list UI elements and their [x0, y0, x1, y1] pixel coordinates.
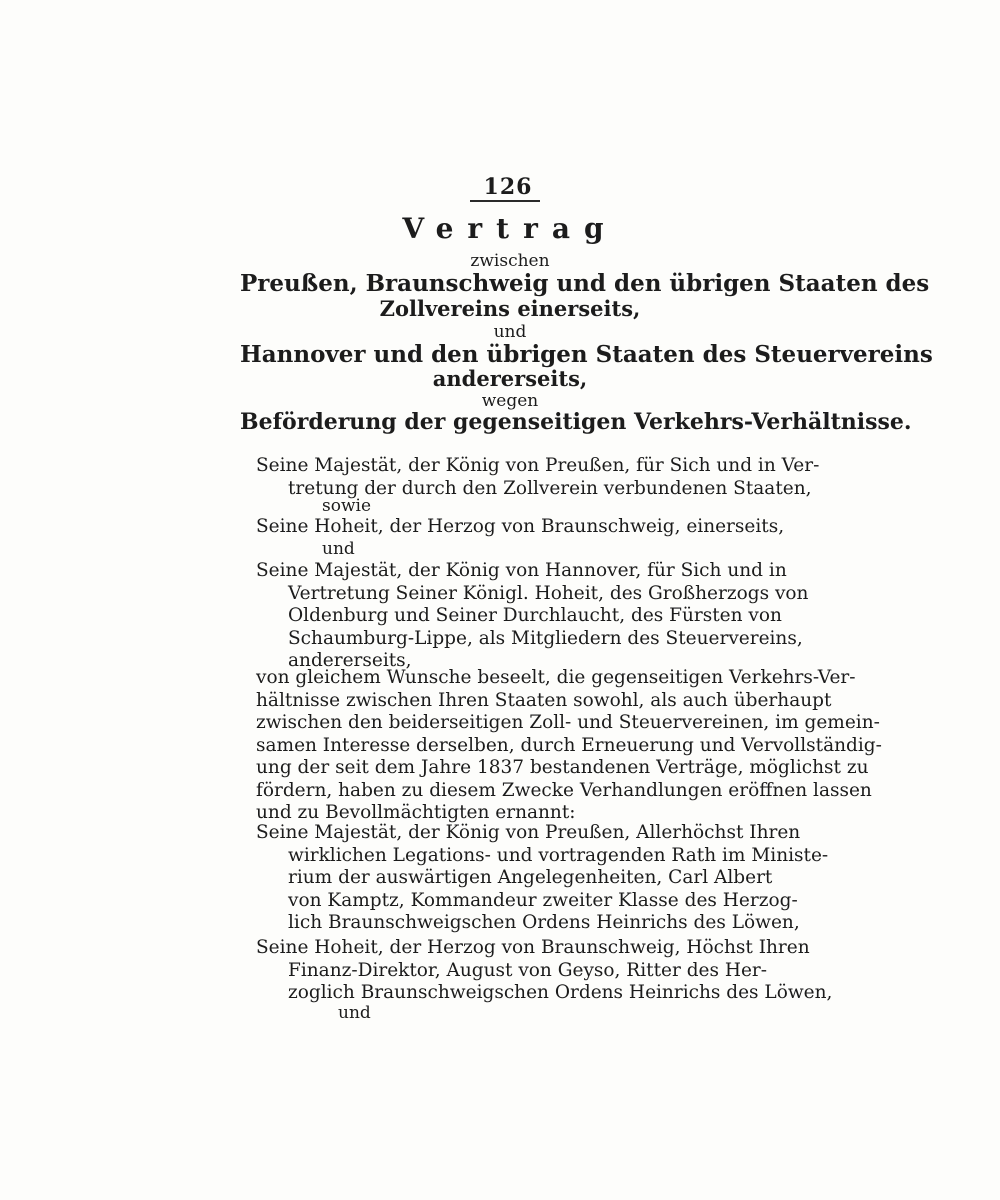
text-line: Vertretung Seiner Königl. Hoheit, des Großherzogs von [288, 582, 809, 604]
heading-party2-line1: Hannover und den übrigen Staaten des Steuervereins [240, 341, 933, 368]
text-line: samen Interesse derselben, durch Erneuerung und Vervollständig- [256, 734, 882, 756]
text-line: von gleichem Wunsche beseelt, die gegenseitigen Verkehrs-Ver- [256, 667, 856, 688]
text-line: Seine Hoheit, der Herzog von Braunschweig, einerseits, [256, 516, 785, 537]
text-line: wirklichen Legations- und vortragenden Rath im Ministe- [288, 844, 829, 866]
header-rule [470, 200, 540, 202]
text-line: Oldenburg und Seiner Durchlaucht, des Fürsten von [288, 605, 782, 626]
purpose-paragraph [256, 667, 882, 825]
text-line: fördern, haben zu diesem Zwecke Verhandlungen eröffnen lassen [256, 779, 872, 801]
text-line: rium der auswärtigen Angelegenheiten, Carl Albert [288, 867, 773, 888]
text-line: andererseits, [288, 650, 412, 671]
text-line: zoglich Braunschweigschen Ordens Heinrichs des Löwen, [288, 982, 833, 1003]
connector-sowie: sowie [322, 496, 372, 516]
text-line: von Kamptz, Kommandeur zweiter Klasse des Herzog- [288, 889, 798, 911]
heading-party1-line1: Preußen, Braunschweig und den übrigen Staaten des [240, 270, 930, 297]
text-line: hältnisse zwischen Ihren Staaten sowohl, als auch überhaupt [256, 689, 832, 711]
text-line: Schaumburg-Lippe, als Mitgliedern des Steuervereins, [288, 627, 803, 649]
document-title: Vertrag [402, 212, 618, 245]
text-line: Seine Majestät, der König von Hannover, für Sich und in [256, 560, 787, 581]
heading-regarding: wegen [481, 391, 539, 411]
heading-party1-line2: Zollvereins einerseits, [379, 296, 641, 321]
party-prussia [256, 455, 820, 500]
party-hanover [256, 560, 809, 673]
text-line: Seine Hoheit, der Herzog von Braunschweig, Höchst Ihren [256, 937, 810, 958]
text-line: zwischen den beiderseitigen Zoll- und Steuervereinen, im gemein- [256, 712, 880, 733]
text-line: Seine Majestät, der König von Preußen, für Sich und in Ver- [256, 455, 820, 476]
heading-between: zwischen [470, 251, 550, 271]
party-brunswick [256, 516, 785, 539]
heading-party2-line2: andererseits, [432, 366, 588, 391]
plenipotentiary-brunswick [256, 937, 833, 1005]
text-line: Seine Majestät, der König von Preußen, Allerhöchst Ihren [256, 822, 801, 843]
connector-final-und: und [338, 1003, 371, 1023]
text-line: Finanz-Direktor, August von Geyso, Ritter des Her- [288, 959, 768, 981]
text-line: lich Braunschweigschen Ordens Heinrichs des Löwen, [288, 912, 800, 933]
connector-und: und [322, 539, 355, 559]
heading-subject: Beförderung der gegenseitigen Verkehrs-Verhältnisse. [240, 409, 912, 435]
page-number: 126 [483, 174, 533, 200]
text-line: und zu Bevollmächtigten ernannt: [256, 802, 576, 823]
heading-and: und [493, 322, 527, 342]
text-line: ung der seit dem Jahre 1837 bestandenen Verträge, möglichst zu [256, 757, 869, 778]
text-line: tretung der durch den Zollverein verbundenen Staaten, [288, 477, 812, 499]
plenipotentiary-prussia [256, 822, 829, 935]
